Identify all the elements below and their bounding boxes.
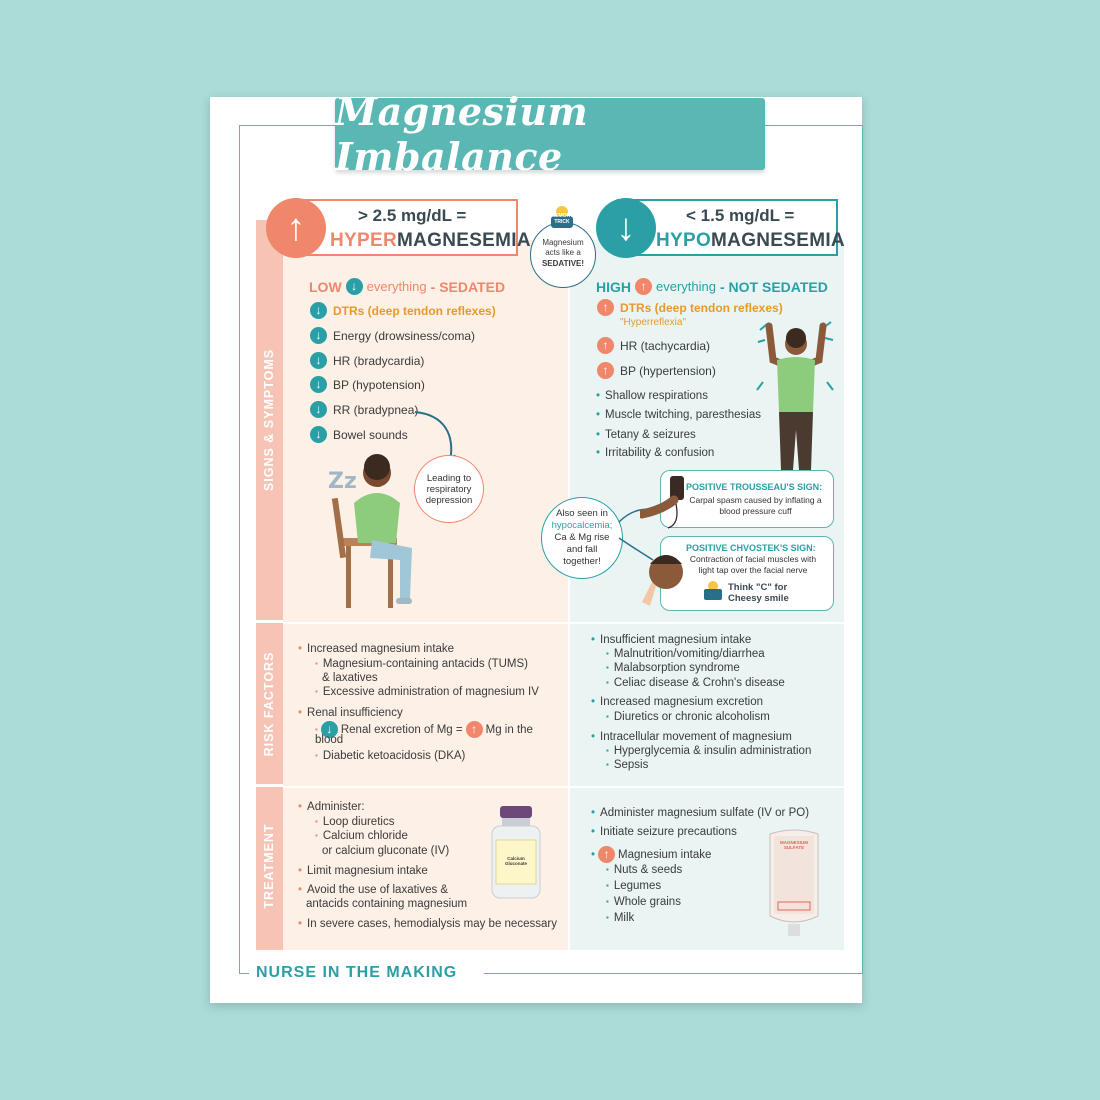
also-line-1: Also seen in (556, 508, 608, 520)
hypo-symptom-dtr: DTRs (deep tendon reflexes) (620, 300, 783, 315)
hyper-risk-renal-detail (315, 721, 533, 738)
hypo-range: < 1.5 mg/dL = (686, 206, 795, 225)
memory-line-3: SEDATIVE! (541, 258, 585, 268)
down-arrow-icon: ↓ (310, 327, 327, 344)
hypo-title (656, 230, 845, 252)
also-line-3: Ca & Mg rise (554, 532, 610, 544)
trousseau-desc: Carpal spasm caused by inflating a blood pressure cuff (689, 495, 822, 516)
up-arrow-icon: ↑ (597, 362, 614, 379)
hypo-treat-seizure: • Initiate seizure precautions (591, 826, 737, 838)
memory-trick-tag: MEMORY TRICK (551, 213, 574, 225)
down-arrow-icon: ↓ (346, 278, 363, 295)
hyper-treat-limit: • Limit magnesium intake (298, 865, 428, 877)
section-label-treatment: TREATMENT (262, 823, 276, 909)
hypo-risk-malabsorption: ▪ Malabsorption syndrome (606, 662, 740, 674)
hypo-treat-mag-sulfate: • Administer magnesium sulfate (IV or PO) (591, 807, 809, 819)
hypo-prefix: HYPO (656, 230, 712, 251)
hypo-treat-intake-row (591, 846, 711, 863)
renal-excretion-text: Renal excretion of Mg = (340, 723, 463, 736)
trousseau-title: POSITIVE TROUSSEAU'S SIGN: (686, 482, 823, 492)
divider-treatment (283, 786, 844, 788)
vial-label: Calcium Gluconate (504, 856, 527, 866)
hypo-treat-intake: Magnesium intake (618, 848, 712, 861)
hyper-suffix: MAGNESEMIA (396, 230, 531, 251)
hyper-head-low: LOW (309, 278, 342, 295)
hyper-treat-calcium-gluconate: or calcium gluconate (IV) (322, 845, 450, 857)
hyper-head-sedated: - SEDATED (430, 278, 506, 295)
hypo-head-not-sedated: - NOT SEDATED (719, 278, 828, 295)
hyperreflexia-note: "Hyperreflexia" (620, 317, 687, 328)
sub-bullet: ▪ (315, 725, 318, 734)
divider-risk (283, 622, 844, 624)
hypocalcemia-note-bubble (541, 497, 623, 579)
hypo-symptom-heading (596, 278, 828, 295)
hypo-treat-milk: ▪ Milk (606, 912, 634, 924)
hyper-title (330, 230, 531, 252)
hyper-symptom-bp: BP (hypotension) (333, 377, 425, 392)
sleepy-person-illustration (322, 448, 432, 613)
hyper-treat-avoid-cont: antacids containing magnesium (306, 898, 468, 910)
think-line-1: Think "C" for (728, 582, 788, 593)
hypo-head-high: HIGH (596, 278, 631, 295)
memory-line-1: Magnesium (542, 238, 584, 247)
bullet: • (591, 848, 596, 861)
up-arrow-icon: ↑ (635, 278, 652, 295)
hyper-symptom-hr: HR (bradycardia) (333, 353, 425, 368)
list-item (310, 376, 425, 393)
up-arrow-icon: ↑ (466, 721, 483, 738)
hyper-prefix: HYPER (330, 230, 397, 251)
hypo-treat-legumes: ▪ Legumes (606, 880, 661, 892)
list-item (310, 302, 496, 319)
hyper-risk-intake: • Increased magnesium intake (298, 643, 454, 655)
hypo-bullet-tetany: • Tetany & seizures (596, 429, 696, 441)
hyper-risk-renal: • Renal insufficiency (298, 707, 403, 719)
hyper-symptom-rr: RR (bradypnea) (333, 402, 419, 417)
memory-trick-text (530, 238, 596, 269)
also-line-2: hypocalcemia; (551, 520, 613, 532)
hypo-risk-intracellular: • Intracellular movement of magnesium (591, 731, 792, 743)
down-arrow-icon: ↓ (321, 721, 338, 738)
iv-bag-label: MAGNESIUM SULFATE (780, 840, 808, 850)
memory-trick-icon (703, 580, 723, 602)
mg-in-blood-text: Mg in the (485, 723, 533, 736)
hypo-bullet-irritability: • Irritability & confusion (596, 447, 714, 459)
calcium-vial-illustration (488, 804, 544, 900)
down-arrow-icon: ↓ (596, 198, 656, 258)
hyper-treat-hemodialysis: • In severe cases, hemodialysis may be necessary (298, 918, 557, 930)
bp-cuff-arm-illustration (640, 474, 692, 532)
hyper-symptom-bowel: Bowel sounds (333, 427, 408, 442)
down-arrow-icon: ↓ (310, 401, 327, 418)
hyper-range: > 2.5 mg/dL = (358, 206, 467, 225)
hyper-symptom-dtr: DTRs (deep tendon reflexes) (333, 303, 496, 318)
hypo-symptom-bp: BP (hypertension) (620, 363, 716, 378)
down-arrow-icon: ↓ (310, 302, 327, 319)
hypo-risk-diuretics: ▪ Diuretics or chronic alcoholism (606, 711, 770, 723)
up-arrow-icon: ↑ (598, 846, 615, 863)
hypo-risk-sepsis: ▪ Sepsis (606, 759, 648, 771)
memory-line-2: acts like a (545, 248, 581, 258)
respiratory-note: Leading to respiratory depression (425, 472, 473, 506)
down-arrow-icon: ↓ (310, 352, 327, 369)
hypo-suffix: MAGNESEMIA (711, 230, 845, 251)
hypo-risk-intake: • Insufficient magnesium intake (591, 634, 751, 646)
hypo-risk-excretion: • Increased magnesium excretion (591, 696, 763, 708)
list-item (310, 327, 475, 344)
think-line-2: Cheesy smile (728, 593, 789, 605)
blood-text: blood (315, 734, 344, 746)
hyper-head-everything: everything (366, 279, 427, 294)
hyper-treat-calcium-chloride: ▪ Calcium chloride (315, 830, 408, 842)
hyper-treat-avoid: • Avoid the use of laxatives & (298, 884, 448, 896)
hypo-treat-nuts: ▪ Nuts & seeds (606, 864, 682, 876)
chvostek-title: POSITIVE CHVOSTEK'S SIGN: (686, 543, 816, 553)
brand-logo: NURSE IN THE MAKING (256, 964, 458, 981)
frame-bottom-left (239, 973, 249, 974)
list-item (597, 362, 716, 379)
hypo-bullet-respirations: • Shallow respirations (596, 390, 708, 402)
up-arrow-icon: ↑ (597, 299, 614, 316)
think-c-note (728, 582, 789, 605)
hypo-symptom-hr: HR (tachycardia) (620, 338, 711, 353)
list-item (597, 299, 783, 316)
hypo-risk-hyperglycemia: ▪ Hyperglycemia & insulin administration (606, 745, 811, 757)
hyper-risk-dka: ▪ Diabetic ketoacidosis (DKA) (315, 750, 465, 762)
hyper-treat-loop-diuretics: ▪ Loop diuretics (315, 816, 394, 828)
hyper-symptom-heading (309, 278, 505, 295)
hypo-risk-celiac: ▪ Celiac disease & Crohn's disease (606, 677, 785, 689)
hyper-risk-antacids: ▪ Magnesium-containing antacids (TUMS) (315, 658, 528, 670)
down-arrow-icon: ↓ (310, 426, 327, 443)
up-arrow-icon: ↑ (597, 337, 614, 354)
also-line-5: together! (563, 555, 601, 567)
hyper-risk-antacids-cont: & laxatives (322, 672, 378, 684)
page-title: Magnesium Imbalance (335, 89, 589, 179)
hypo-treat-grains: ▪ Whole grains (606, 896, 681, 908)
hyper-treat-administer: • Administer: (298, 801, 365, 813)
face-tap-illustration (640, 542, 684, 610)
hyper-symptom-energy: Energy (drowsiness/coma) (333, 328, 476, 343)
up-arrow-icon: ↑ (266, 198, 326, 258)
list-item (310, 352, 424, 369)
section-label-risk: RISK FACTORS (262, 651, 276, 757)
down-arrow-icon: ↓ (310, 376, 327, 393)
side-separator (256, 620, 283, 623)
list-item (597, 337, 710, 354)
also-line-4: and fall (566, 543, 598, 555)
svg-text:Zz: Zz (328, 469, 357, 494)
hyper-risk-iv: ▪ Excessive administration of magnesium IV (315, 686, 539, 698)
agitated-person-illustration (755, 320, 835, 472)
frame-bottom-right (484, 973, 863, 974)
title-banner (335, 89, 765, 179)
chvostek-desc: Contraction of facial muscles with light tap over the facial nerve (689, 554, 817, 575)
hypo-bullet-twitching: • Muscle twitching, paresthesias (596, 409, 761, 421)
hypo-head-everything: everything (656, 279, 716, 294)
hypo-risk-malnutrition: ▪ Malnutrition/vomiting/diarrhea (606, 648, 765, 660)
side-separator (256, 784, 283, 787)
list-item (310, 426, 408, 443)
section-label-signs: SIGNS & SYMPTOMS (262, 348, 276, 492)
